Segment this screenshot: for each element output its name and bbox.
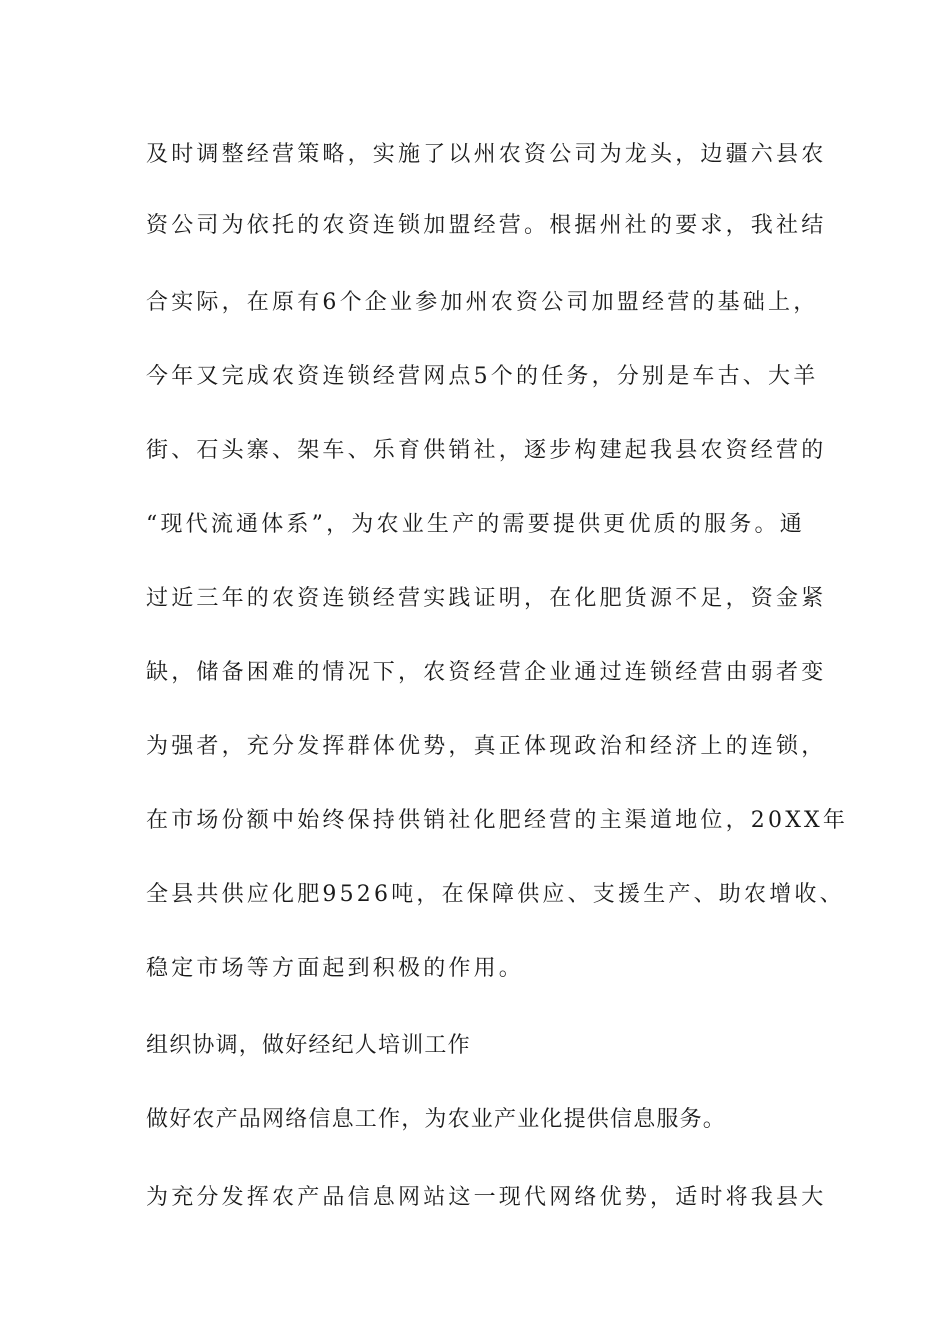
paragraph-line: 为强者，充分发挥群体优势，真正体现政治和经济上的连锁， — [146, 734, 827, 759]
paragraph-line: 合实际，在原有6个企业参加州农资公司加盟经营的基础上， — [146, 290, 819, 315]
paragraph-line: 全县共供应化肥9526吨，在保障供应、支援生产、助农增收、 — [146, 882, 845, 907]
paragraph-line: 为充分发挥农产品信息网站这一现代网络优势，适时将我县大 — [146, 1185, 827, 1210]
paragraph-line: 资公司为依托的农资连锁加盟经营。根据州社的要求，我社结 — [146, 213, 827, 238]
paragraph-line: 稳定市场等方面起到积极的作用。 — [146, 956, 525, 981]
paragraph-line: 今年又完成农资连锁经营网点5个的任务，分别是车古、大羊 — [146, 364, 819, 389]
paragraph-line: 过近三年的农资连锁经营实践证明，在化肥货源不足，资金紧 — [146, 586, 827, 611]
paragraph-line: 做好农产品网络信息工作，为农业产业化提供信息服务。 — [146, 1107, 727, 1132]
paragraph-line: 及时调整经营策略，实施了以州农资公司为龙头，边疆六县农 — [146, 142, 827, 167]
section-heading: 组织协调，做好经纪人培训工作 — [146, 1033, 471, 1058]
paragraph-line: 街、石头寨、架车、乐育供销社，逐步构建起我县农资经营的 — [146, 438, 827, 463]
paragraph-line: 在市场份额中始终保持供销社化肥经营的主渠道地位，20XX年 — [146, 808, 849, 833]
paragraph-line: 缺，储备困难的情况下，农资经营企业通过连锁经营由弱者变 — [146, 660, 827, 685]
paragraph-line: “现代流通体系”，为农业生产的需要提供更优质的服务。通 — [146, 512, 805, 537]
